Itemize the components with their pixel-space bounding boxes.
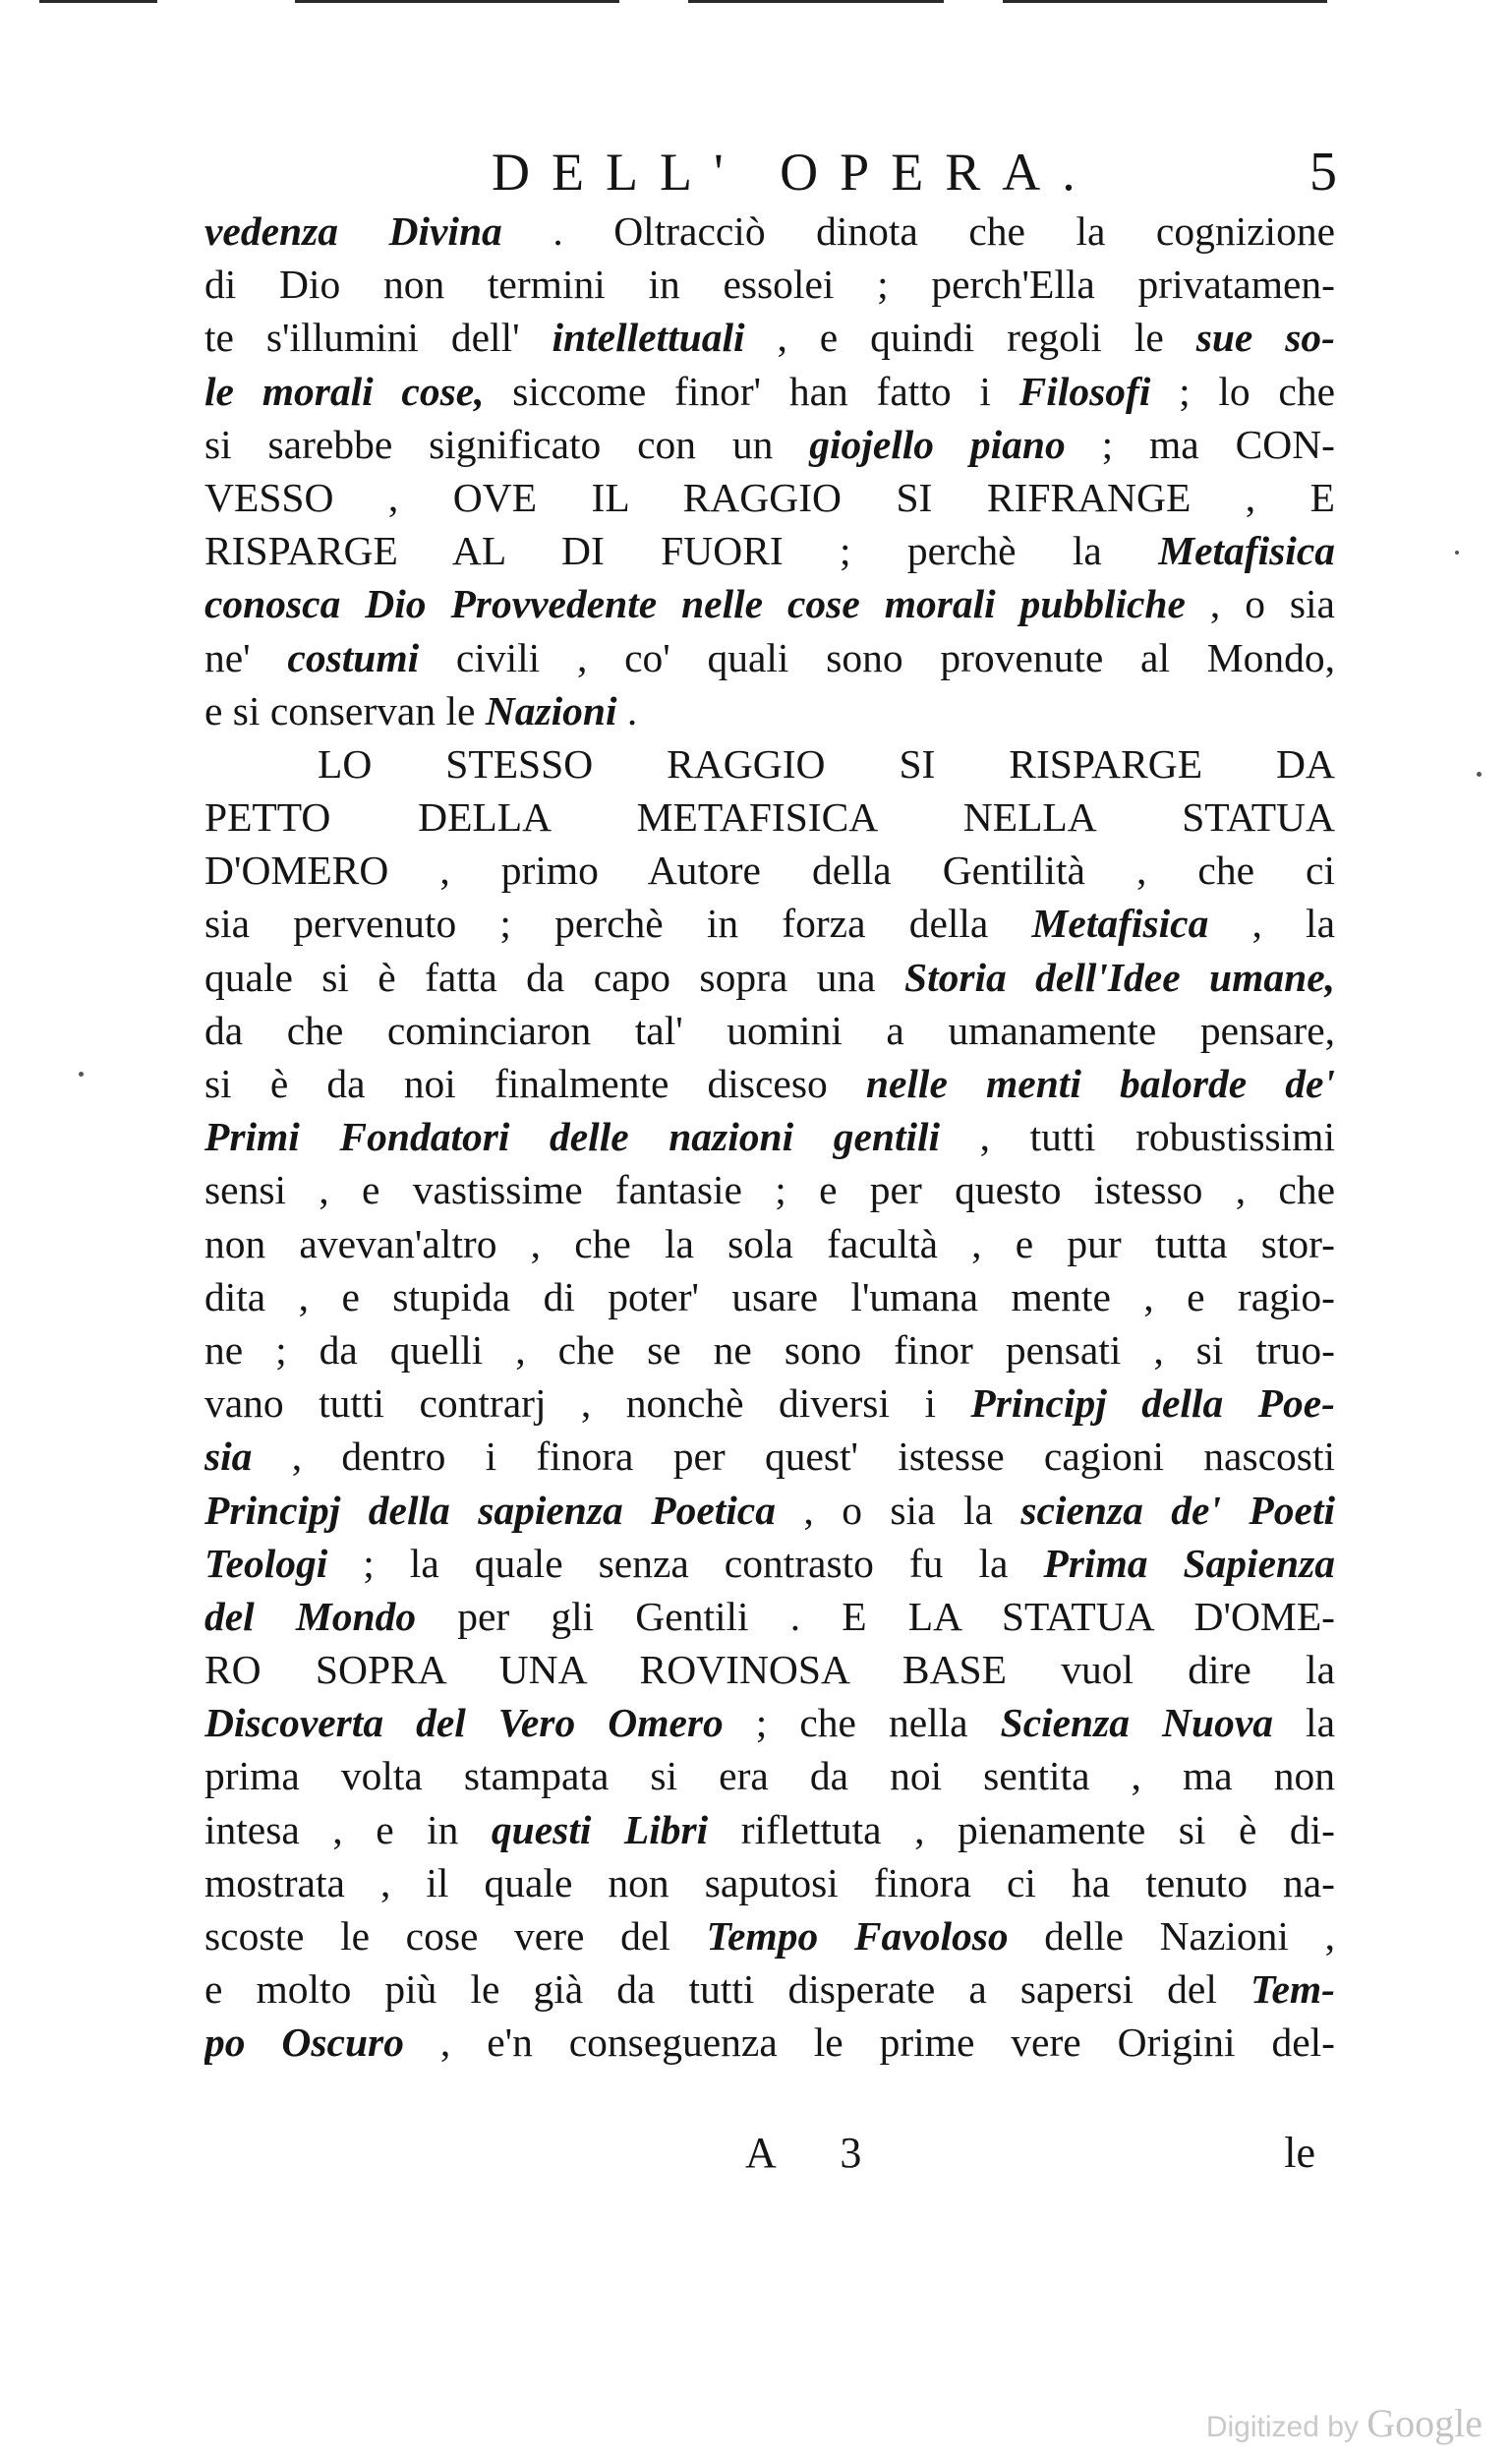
top-edge-marks xyxy=(0,0,1512,6)
italic-segment: conosca Dio Provvedente nelle cose morali pubbliche xyxy=(204,581,1186,627)
google-logo-text: Google xyxy=(1367,2401,1483,2445)
text-line xyxy=(204,1323,1335,1376)
text-segment: ; lo che xyxy=(1150,368,1335,414)
text-segment: e molto più le già da tutti disperate a sapersi del xyxy=(204,1966,1250,2013)
text-segment: delle Nazioni , xyxy=(1008,1913,1335,1959)
text-segment: ne' xyxy=(204,634,288,680)
text-segment: LO STESSO RAGGIO SI RISPARGE DA xyxy=(318,740,1335,787)
text-segment: dita , e stupida di poter' usare l'umana mente , e ragio- xyxy=(204,1273,1335,1319)
text-segment: te s'illumini dell' xyxy=(204,315,552,361)
text-segment: intesa , e in xyxy=(204,1806,492,1852)
text-segment: , e quindi regoli le xyxy=(744,315,1196,361)
text-line xyxy=(204,524,1335,577)
text-segment: sensi , e vastissime fantasie ; e per questo istesso , che xyxy=(204,1167,1335,1213)
text-line xyxy=(204,1856,1335,1909)
italic-segment: Discoverta del Vero Omero xyxy=(204,1700,724,1746)
text-segment: prima volta stampata si era da noi sentita , ma non xyxy=(204,1753,1335,1799)
text-segment: vano tutti contrarj , nonchè diversi i xyxy=(204,1380,971,1427)
text-line xyxy=(204,1270,1335,1323)
italic-segment: Teologi xyxy=(204,1540,328,1586)
italic-segment: intellettuali xyxy=(552,315,745,361)
text-line xyxy=(204,1696,1335,1749)
text-segment: , la xyxy=(1208,901,1335,947)
watermark-prefix: Digitized by xyxy=(1205,2411,1367,2443)
italic-segment: del Mondo xyxy=(204,1593,417,1639)
italic-segment: Scienza Nuova xyxy=(1000,1700,1274,1746)
text-segment: . xyxy=(616,687,638,733)
text-segment: sia pervenuto ; perchè in forza della xyxy=(204,901,1032,947)
text-line xyxy=(204,1484,1335,1537)
text-line xyxy=(204,1430,1335,1483)
text-segment: la xyxy=(1273,1700,1335,1746)
italic-segment: nelle menti balorde de' xyxy=(865,1061,1335,1106)
italic-segment: vedenza Divina xyxy=(204,208,502,254)
text-segment: scoste le cose vere del xyxy=(204,1913,707,1959)
text-line xyxy=(204,1537,1335,1590)
text-segment: si sarebbe significato con un xyxy=(204,421,810,467)
signature-mark: A 3 xyxy=(745,2129,890,2177)
text-line xyxy=(204,1909,1335,1962)
italic-segment: giojello piano xyxy=(809,421,1066,467)
text-segment: RISPARGE AL DI FUORI ; perchè la xyxy=(204,528,1159,574)
digitized-watermark xyxy=(1205,2401,1483,2447)
italic-segment: Tempo Favoloso xyxy=(706,1913,1009,1959)
text-line xyxy=(204,1110,1335,1163)
page-number: 5 xyxy=(1309,142,1337,203)
ink-speck xyxy=(1477,772,1482,777)
text-segment: RO SOPRA UNA ROVINOSA BASE vuol dire la xyxy=(204,1647,1335,1693)
italic-segment: Metafisica xyxy=(1158,528,1335,574)
italic-segment: po Oscuro xyxy=(204,2019,404,2066)
italic-segment: costumi xyxy=(287,634,420,680)
text-segment: ; che nella xyxy=(723,1700,1001,1746)
italic-segment: Nazioni xyxy=(485,687,617,733)
text-line xyxy=(204,844,1335,897)
italic-segment: sue so- xyxy=(1195,315,1335,361)
text-line xyxy=(204,1962,1335,2016)
running-head: DELL' OPERA. xyxy=(492,143,1097,202)
text-segment: , o sia la xyxy=(775,1487,1021,1533)
italic-segment: scienza de' Poeti xyxy=(1020,1487,1335,1533)
catchword: le xyxy=(1284,2129,1315,2177)
text-line xyxy=(204,1004,1335,1057)
text-segment: PETTO DELLA METAFISICA NELLA STATUA xyxy=(204,794,1335,841)
italic-segment: le morali cose, xyxy=(204,368,485,414)
text-segment: da che cominciaron tal' uomini a umanamente pensare, xyxy=(204,1007,1335,1053)
text-line xyxy=(204,365,1335,418)
italic-segment: Tem- xyxy=(1250,1966,1335,2013)
italic-segment: sia xyxy=(204,1434,253,1480)
text-segment: civili , co' quali sono provenute al Mondo, xyxy=(419,634,1335,680)
text-line xyxy=(204,631,1335,684)
italic-segment: Metafisica xyxy=(1031,901,1209,947)
italic-segment: questi Libri xyxy=(491,1806,709,1852)
text-segment: VESSO , OVE IL RAGGIO SI RIFRANGE , E xyxy=(204,474,1335,520)
italic-segment: Prima Sapienza xyxy=(1043,1540,1335,1586)
text-line xyxy=(204,1376,1335,1430)
text-segment: ; ma CON- xyxy=(1065,421,1335,467)
text-segment: non avevan'altro , che la sola facultà , e pur tutta stor- xyxy=(204,1220,1335,1266)
text-segment: . Oltracciò dinota che la cognizione xyxy=(501,208,1335,254)
page-header xyxy=(197,138,1337,206)
text-line xyxy=(204,2016,1335,2069)
italic-segment: Storia dell'Idee umane, xyxy=(903,954,1335,1000)
text-segment: mostrata , il quale non saputosi finora ci ha tenuto na- xyxy=(204,1859,1335,1905)
text-segment: e si conservan le xyxy=(204,687,486,733)
text-segment: ; la quale senza contrasto fu la xyxy=(327,1540,1044,1586)
text-line xyxy=(204,1643,1335,1696)
ink-speck xyxy=(79,1072,84,1077)
text-segment: riflettuta , pienamente si è di- xyxy=(708,1806,1335,1852)
text-line xyxy=(204,577,1335,630)
italic-segment: Principj della sapienza Poetica xyxy=(204,1487,776,1533)
italic-segment: Primi Fondatori delle nazioni gentili xyxy=(204,1114,941,1160)
text-segment: , dentro i finora per quest' istesse cagioni nascosti xyxy=(252,1434,1335,1480)
text-line xyxy=(204,205,1335,258)
text-segment: siccome finor' han fatto i xyxy=(484,368,1019,414)
text-line xyxy=(204,1163,1335,1216)
text-line xyxy=(204,311,1335,364)
text-line xyxy=(204,1803,1335,1856)
text-segment: si è da noi finalmente disceso xyxy=(204,1061,866,1106)
body-text xyxy=(204,205,1335,2070)
text-segment: di Dio non termini in essolei ; perch'Ella privatamen- xyxy=(204,262,1335,308)
text-segment: ne ; da quelli , che se ne sono finor pensati , si truo- xyxy=(204,1326,1335,1373)
text-line xyxy=(204,258,1335,311)
text-line xyxy=(204,471,1335,524)
text-line xyxy=(204,897,1335,950)
text-line xyxy=(204,951,1335,1004)
text-line xyxy=(204,418,1335,471)
text-line xyxy=(204,1590,1335,1643)
text-line xyxy=(204,790,1335,844)
ink-speck xyxy=(1455,551,1459,555)
text-segment: quale si è fatta da capo sopra una xyxy=(204,954,904,1000)
page-footer xyxy=(204,2124,1335,2183)
text-segment: D'OMERO , primo Autore della Gentilità , che ci xyxy=(204,848,1335,894)
italic-segment: Filosofi xyxy=(1018,368,1151,414)
italic-segment: Principj della Poe- xyxy=(970,1380,1335,1427)
text-segment: , tutti robustissimi xyxy=(940,1114,1335,1160)
text-line xyxy=(204,1217,1335,1270)
text-segment: , e'n conseguenza le prime vere Origini del- xyxy=(403,2019,1335,2066)
text-line xyxy=(204,1057,1335,1110)
text-line xyxy=(204,737,1335,790)
text-segment: , o sia xyxy=(1185,581,1335,627)
text-line xyxy=(204,684,1335,737)
text-line xyxy=(204,1749,1335,1802)
text-segment: per gli Gentili . E LA STATUA D'OME- xyxy=(416,1593,1335,1639)
